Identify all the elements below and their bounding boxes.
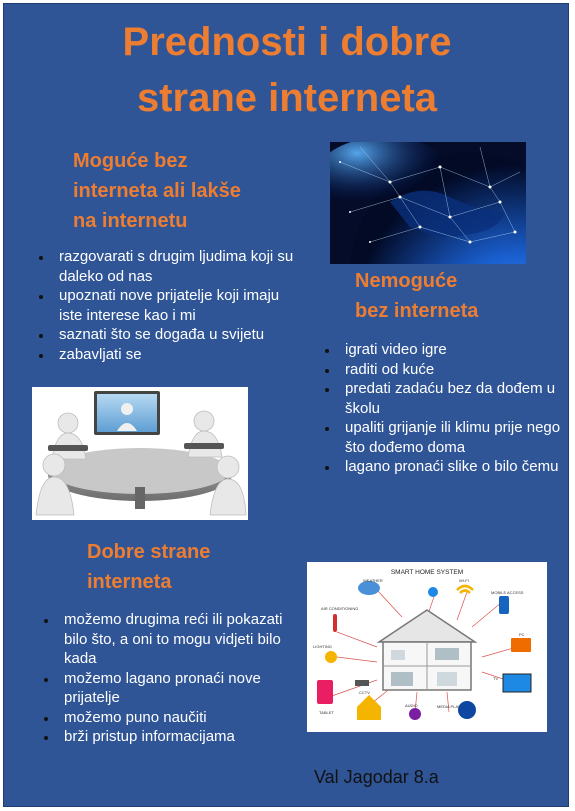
poster: [3, 3, 569, 807]
list-item-text: saznati što se događa u svijetu: [59, 326, 265, 343]
smart-home-image: [307, 562, 547, 732]
heading-line: Nemoguće: [355, 270, 458, 292]
label-audio: AUDIO: [405, 703, 418, 708]
bullet-icon: [39, 295, 43, 299]
heading-impossible-offline: [355, 266, 478, 326]
list-item-text: upoznati nove prijatelje koji imaju iste interese kao i mi: [59, 287, 280, 324]
bullet-icon: [44, 678, 48, 682]
list-item: [32, 247, 297, 286]
bullet-icon: [44, 717, 48, 721]
title-line-1: Prednosti i dobre: [122, 20, 452, 64]
list-item-text: brži pristup informacijama: [64, 728, 235, 745]
bullet-icon: [325, 427, 329, 431]
author-name: Val Jagodar 8.a: [314, 767, 439, 787]
label-tablet: TABLET: [319, 710, 334, 715]
list-item: [318, 379, 566, 418]
list-item: [318, 457, 566, 477]
label-pc: PC: [519, 632, 525, 637]
list-item: [32, 286, 297, 325]
bullet-icon: [325, 349, 329, 353]
bullet-icon: [39, 256, 43, 260]
smart-home-title: SMART HOME SYSTEM: [390, 569, 464, 576]
bullet-icon: [325, 466, 329, 470]
label-mobile-access: MOBILE ACCESS: [491, 590, 524, 595]
list-item-text: lagano pronaći slike o bilo čemu: [345, 458, 559, 475]
heading-line: interneta: [87, 571, 172, 593]
heading-line: Dobre strane: [87, 541, 211, 563]
list-good-sides: [37, 610, 299, 747]
bullet-icon: [44, 736, 48, 740]
heading-line: bez interneta: [355, 300, 479, 322]
bullet-icon: [39, 354, 43, 358]
bullet-icon: [325, 388, 329, 392]
list-item-text: upaliti grijanje ili klimu prije nego što dođemo doma: [345, 419, 561, 456]
bullet-icon: [39, 334, 43, 338]
list-impossible-offline: [318, 340, 566, 477]
poster-title: [4, 14, 569, 126]
heading-good-sides: [87, 537, 210, 597]
list-item-text: zabavljati se: [59, 345, 142, 363]
label-air-conditioning: AIR CONDITIONING: [321, 606, 359, 611]
list-item-text: možemo lagano pronaći nove prijatelje: [64, 669, 261, 706]
label-weather: WEATHER: [363, 578, 383, 583]
list-item: [32, 345, 297, 365]
conference-meeting-icon: [32, 387, 248, 520]
list-item-text: razgovarati s drugim ljudima koji su daleko od nas: [59, 248, 294, 285]
list-item: [318, 418, 566, 457]
smart-home-diagram: [307, 562, 547, 732]
label-lighting: LIGHTING: [313, 644, 332, 649]
heading-easier-online: [73, 146, 241, 236]
list-item: [318, 360, 566, 380]
list-item-text: možemo puno naučiti: [64, 708, 207, 726]
heading-line: na internetu: [73, 210, 188, 232]
label-cctv: CCTV: [359, 690, 370, 695]
heading-line: interneta ali lakše: [73, 180, 241, 202]
list-easier-online: [32, 247, 297, 364]
globe-network-icon: [330, 142, 526, 264]
list-item: [318, 340, 566, 360]
heading-line: Moguće bez: [73, 150, 188, 172]
bullet-icon: [325, 369, 329, 373]
label-media-play: MEDIA PLAY: [437, 704, 461, 709]
list-item-text: možemo drugima reći ili pokazati bilo što, a oni to mogu vidjeti bilo kada: [64, 611, 283, 667]
list-item: [37, 708, 299, 728]
list-item: [37, 669, 299, 708]
globe-network-image: [330, 142, 526, 264]
list-item: [37, 610, 299, 669]
list-item: [32, 325, 297, 345]
label-wifi: WI-FI: [459, 578, 469, 583]
title-line-2: strane interneta: [136, 76, 438, 120]
list-item-text: predati zadaću bez da dođem u školu: [345, 380, 556, 417]
list-item: [37, 727, 299, 747]
meeting-image: [32, 387, 248, 520]
label-tv: TV: [493, 676, 499, 681]
list-item-text: igrati video igre: [345, 341, 447, 358]
bullet-icon: [44, 619, 48, 623]
list-item-text: raditi od kuće: [345, 360, 435, 378]
